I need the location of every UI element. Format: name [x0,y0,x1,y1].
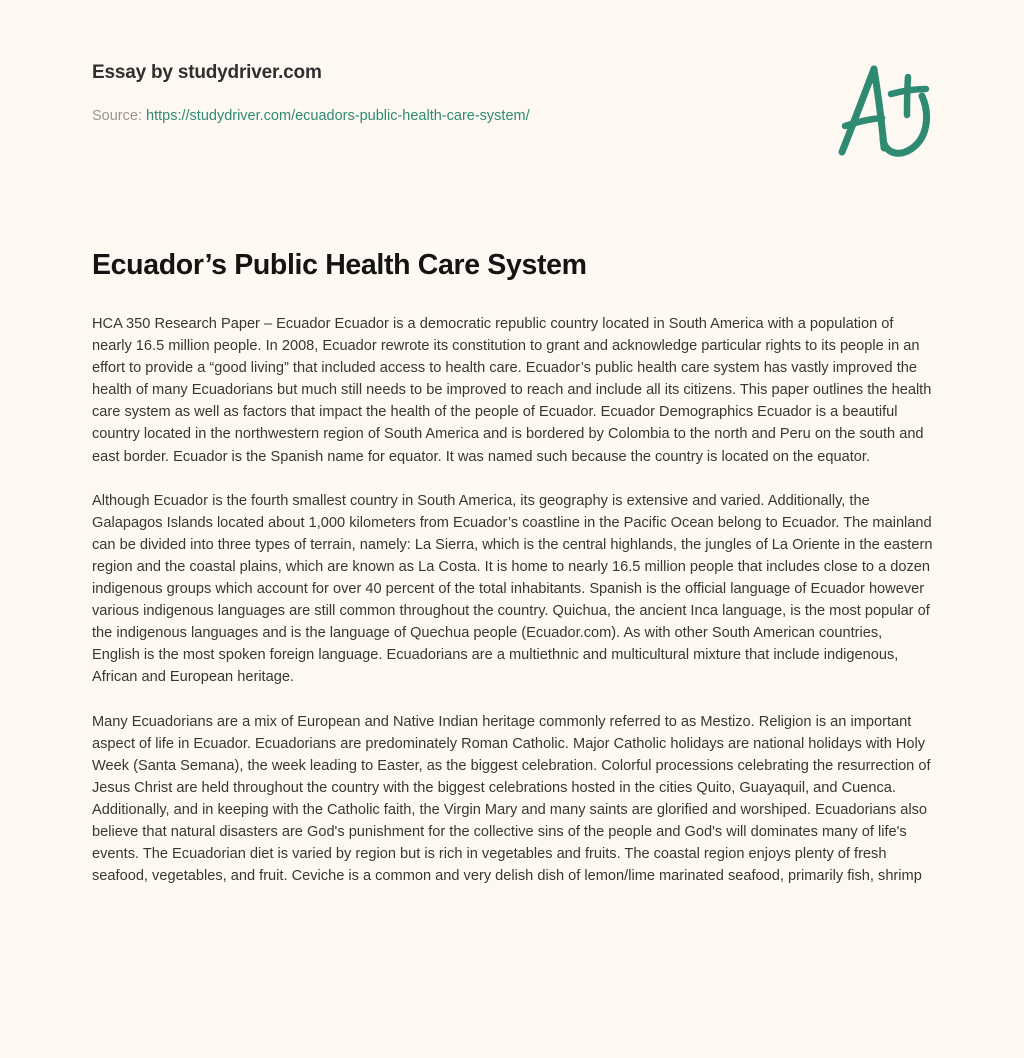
source-url-link[interactable]: https://studydriver.com/ecuadors-public-health-care-system/ [146,107,530,124]
essay-body [92,313,934,887]
source-label: Source: [92,107,142,124]
studydriver-a-plus-logo [812,52,952,172]
byline: Essay by studydriver.com [92,62,322,83]
body-paragraph: HCA 350 Research Paper – Ecuador Ecuador is a democratic republic country located in South America with a population of nearly 16.5 million people. In 2008, Ecuador rewrote its constitution to grant and acknowledge particular rights to its people in an effort to provide a “good living” that included access to health care. Ecuador’s public health care system has vastly improved the health of many Ecuadorians but much still needs to be improved to reach and include all its citizens. This paper outlines the health care system as well as factors that impact the health of the people of Ecuador. Ecuador Demographics Ecuador is a beautiful country located in the northwestern region of South America and is bordered by Colombia to the north and Peru on the south and east border. Ecuador is the Spanish name for equator. It was named such because the country is located on the equator. [92,316,932,465]
source-line [92,108,932,125]
document-header [92,62,932,125]
body-paragraph: Although Ecuador is the fourth smallest country in South America, its geography is extensive and varied. Additionally, the Galapagos Islands located about 1,000 kilometers from Ecuador’s coastline in the Pacific Ocean belong to Ecuador. The mainland can be divided into three types of terrain, namely: La Sierra, which is the central highlands, the jungles of La Oriente in the eastern region and the coastal plains, which are known as La Costa. It is home to nearly 16.5 million people that includes close to a dozen indigenous groups which account for over 40 percent of the total inhabitants. Spanish is the official language of Ecuador however various indigenous languages are still common throughout the country. Quichua, the ancient Inca language, is the most popular of the indigenous languages and is the language of Quechua people (Ecuador.com). As with other South American countries, English is the most spoken foreign language. Ecuadorians are a multiethnic and multicultural mixture that include indigenous, African and European heritage. [92,492,933,686]
a-plus-icon [812,52,952,172]
body-paragraph: Many Ecuadorians are a mix of European and Native Indian heritage commonly referred to as Mestizo. Religion is an important aspect of life in Ecuador. Ecuadorians are predominately Roman Catholic. Major Catholic holidays are national holidays with Holy Week (Santa Semana), the week leading to Easter, as the biggest celebration. Colorful processions celebrating the resurrection of Jesus Christ are held throughout the country with the biggest celebrations hosted in the cities Quito, Guayaquil, and Cuenca. Additionally, and in keeping with the Catholic faith, the Virgin Mary and many saints are glorified and worshiped. Ecuadorians also believe that natural disasters are God's punishment for the collective sins of the people and God's will dominates many of life's events. The Ecuadorian diet is varied by region but is rich in vegetables and fruits. The coastal region enjoys plenty of fresh seafood, vegetables, and fruit. Ceviche is a common and very delish dish of lemon/lime marinated seafood, primarily fish, shrimp [92,713,931,885]
page-title: Ecuador’s Public Health Care System [92,249,587,281]
